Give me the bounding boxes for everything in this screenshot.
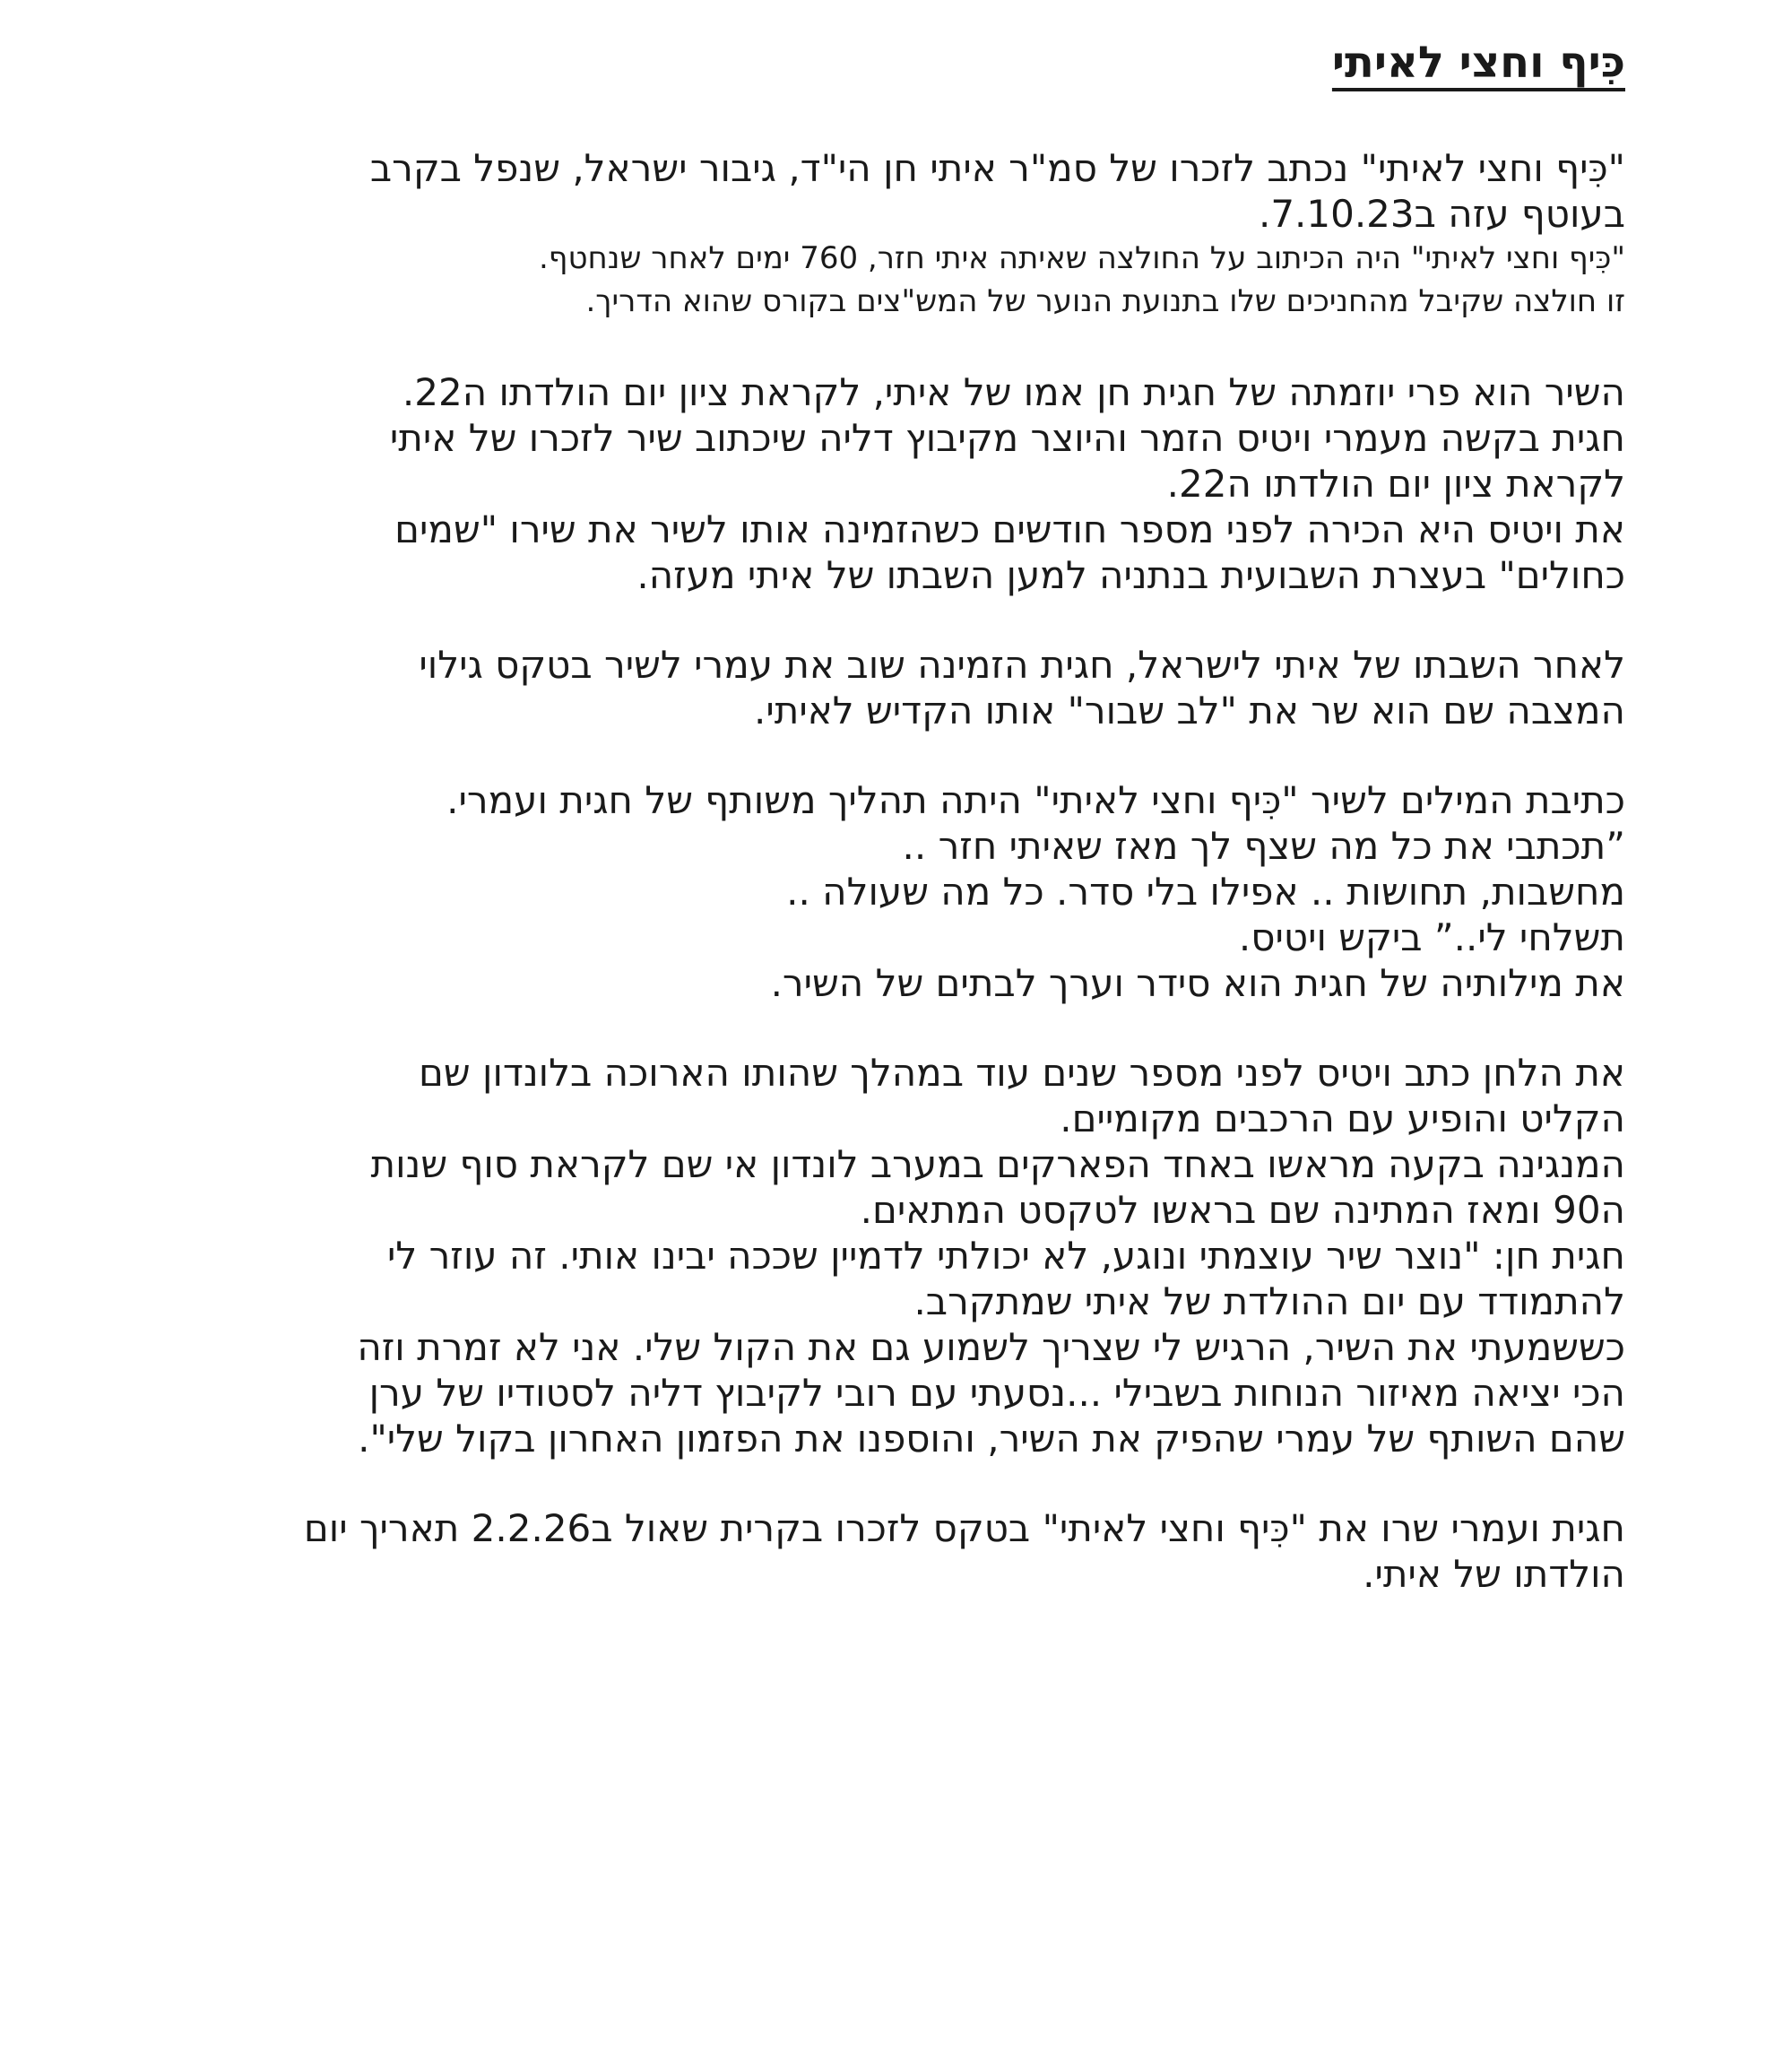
text-line: כחולים" בעצרת השבועית בנתניה למען השבתו של איתי מעזה. [636,553,1625,597]
paragraph-gap [30,1006,1625,1050]
paragraph-gap [30,598,1625,642]
text-line: לקראת ציון יום הולדתו ה22. [1166,462,1625,506]
paragraph-gap [30,733,1625,777]
text-line: חגית ועמרי שרו את "כִּיף וחצי לאיתי" בטקס לזכרו בקרית שאול ב2.2.26 תאריך יום [303,1506,1625,1550]
text-line: חגית בקשה מעמרי ויטיס הזמר והיוצר מקיבוץ דליה שיכתוב שיר לזכרו של איתי [389,416,1625,460]
text-line: המנגינה בקעה מראשו באחד הפארקים במערב לונדון אי שם לקראת סוף שנות [370,1142,1625,1186]
text-line: הולדתו של איתי. [1363,1552,1625,1596]
text-line: חגית חן: "נוצר שיר עוצמתי ונוגע, לא יכולתי לדמיין שככה יבינו אותי. זה עוזר לי [386,1234,1625,1278]
text-line: לאחר השבתו של איתי לישראל, חגית הזמינה שוב את עמרי לשיר בטקס גילוי [419,643,1625,687]
text-line: כתיבת המילים לשיר "כִּיף וחצי לאיתי" היתה תהליך משותף של חגית ועמרי. [446,778,1625,822]
text-line: את הלחן כתב ויטיס לפני מספר שנים עוד במהלך שהותו הארוכה בלונדון שם [419,1051,1625,1095]
article-body [30,145,1625,1597]
paragraph-gap [30,323,1625,369]
text-line: מחשבות, תחושות .. אפילו בלי סדר. כל מה שעולה .. [786,870,1625,914]
text-line: המצבה שם הוא שר את "לב שבור" אותו הקדיש לאיתי. [753,689,1625,733]
text-line: שהם השותף של עמרי שהפיק את השיר, והוספנו את הפזמון האחרון בקול שלי". [358,1417,1625,1461]
page-title: כִּיף וחצי לאיתי [1331,38,1625,88]
text-line: את ויטיס היא הכירה לפני מספר חודשים כשהזמינה אותו לשיר את שירו "שמים [394,507,1625,551]
text-line: את מילותיה של חגית הוא סידר וערך לבתים של השיר. [770,961,1625,1005]
text-line: להתמודד עם יום ההולדת של איתי שמתקרב. [913,1279,1625,1323]
text-line: ”תכתבי את כל מה שצף לך מאז שאיתי חזר .. [902,824,1625,868]
text-line: כששמעתי את השיר, הרגיש לי שצריך לשמוע גם את הקול שלי. אני לא זמרת וזה [357,1325,1625,1369]
text-line: בעוטף עזה ב7.10.23. [1258,192,1625,236]
text-line: השיר הוא פרי יוזמתה של חגית חן אמו של איתי, לקראת ציון יום הולדתו ה22. [402,370,1625,414]
text-line: תשלחי לי..” ביקש ויטיס. [1238,915,1625,959]
text-line: ה90 ומאז המתינה שם בראשו לטקסט המתאים. [860,1188,1625,1232]
text-line: "כִּיף וחצי לאיתי" היה הכיתוב על החולצה שאיתה איתי חזר, 760 ימים לאחר שנחטף. [538,240,1625,276]
text-line: הקליט והופיע עם הרכבים מקומיים. [1060,1097,1625,1140]
text-line: "כִּיף וחצי לאיתי" נכתב לזכרו של סמ"ר איתי חן הי"ד, גיבור ישראל, שנפל בקרב [369,146,1625,190]
text-line: זו חולצה שקיבל מהחניכים שלו בתנועת הנוער של המש"צים בקורס שהוא הדריך. [585,283,1625,319]
paragraph-gap [30,1461,1625,1505]
text-line: הכי יציאה מאיזור הנוחות בשבילי ...נסעתי עם רובי לקיבוץ דליה לסטודיו של ערן [368,1371,1625,1415]
